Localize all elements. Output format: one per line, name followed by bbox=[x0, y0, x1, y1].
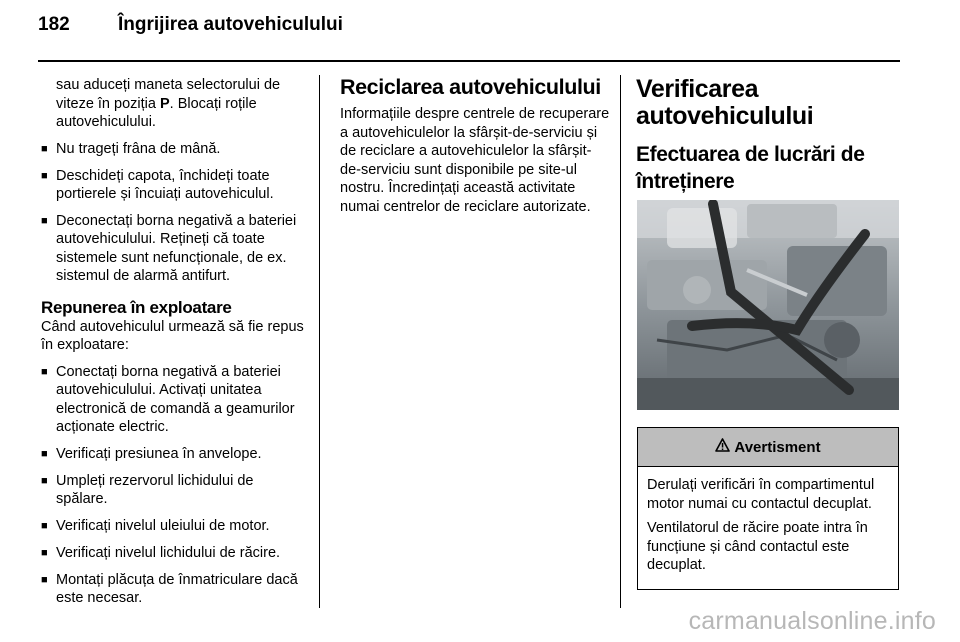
column-divider bbox=[319, 75, 320, 608]
list-item-text: Deconectați borna negativă a bateriei autovehiculului. Rețineți că toate sistemele sunt nefuncționale, de ex. sistemul de alarmă antifurt. bbox=[56, 212, 297, 284]
list-item bbox=[41, 517, 309, 536]
bullet-square-icon: ■ bbox=[41, 474, 48, 487]
page-number: 182 bbox=[38, 14, 70, 35]
warning-paragraph: Ventilatorul de răcire poate intra în funcțiune și când contactul este decuplat. bbox=[647, 520, 868, 573]
list-item bbox=[41, 544, 309, 563]
continued-text-part2: . Blocați roțile autovehiculului. bbox=[56, 95, 257, 130]
section-heading-recycling: Reciclarea autovehiculului bbox=[340, 75, 601, 99]
list-item-text: Deschideți capota, închideți toate portierele și încuiați autovehiculul. bbox=[56, 167, 274, 202]
gear-position-p: P bbox=[159, 95, 170, 112]
bullet-square-icon: ■ bbox=[41, 142, 48, 155]
list-item-text: Verificați nivelul lichidului de răcire. bbox=[56, 544, 281, 561]
bullet-square-icon: ■ bbox=[41, 214, 48, 227]
list-item bbox=[41, 571, 309, 608]
warning-triangle-icon bbox=[715, 438, 730, 456]
list-item bbox=[41, 472, 309, 509]
column-left bbox=[41, 76, 309, 616]
bullet-square-icon: ■ bbox=[41, 573, 48, 586]
continued-paragraph bbox=[41, 76, 309, 132]
continued-text-part1: sau aduceți maneta selectorului de viteze în poziția bbox=[56, 77, 281, 112]
bullet-square-icon: ■ bbox=[41, 447, 48, 460]
warning-box bbox=[637, 427, 899, 590]
section-heading-vehicle-check: Verificarea autovehiculului bbox=[636, 75, 814, 130]
warning-paragraph: Derulați verificări în compartimentul motor numai cu contactul decuplat. bbox=[647, 477, 875, 512]
bullet-square-icon: ■ bbox=[41, 169, 48, 182]
column-divider bbox=[620, 75, 621, 608]
warning-body bbox=[638, 467, 898, 575]
list-item bbox=[41, 363, 309, 437]
page-title: Îngrijirea autovehiculului bbox=[118, 14, 343, 35]
subheading-recommissioning: Repunerea în exploatare bbox=[41, 297, 232, 317]
intro-text: Când autovehiculul urmează să fie repus în exploatare: bbox=[41, 318, 304, 353]
engine-compartment-photo bbox=[637, 200, 899, 410]
list-item bbox=[41, 445, 309, 464]
list-item bbox=[41, 212, 309, 286]
column-right bbox=[636, 76, 902, 195]
bullet-square-icon: ■ bbox=[41, 519, 48, 532]
list-item-text: Montați plăcuța de înmatriculare dacă este necesar. bbox=[56, 571, 298, 606]
list-item bbox=[41, 140, 309, 159]
recycling-text: Informațiile despre centrele de recuperare a autovehiculelor la sfârșit-de-serviciu și de reciclare a autovehiculelor la sfârșit-de-serviciu sunt disponibile pe site-ul nostru. Încredințați această activitate numai centrelor de reciclare autorizate. bbox=[340, 106, 610, 215]
list-item bbox=[41, 167, 309, 204]
warning-header bbox=[638, 428, 898, 467]
bullet-square-icon: ■ bbox=[41, 365, 48, 378]
bullet-square-icon: ■ bbox=[41, 546, 48, 559]
list-item-text: Conectați borna negativă a bateriei autovehiculului. Activați unitatea electronică de comandă a geamurilor acționate electric. bbox=[56, 363, 295, 435]
list-item-text: Nu trageți frâna de mână. bbox=[56, 140, 221, 157]
watermark: carmanualsonline.info bbox=[688, 607, 936, 635]
column-middle bbox=[340, 76, 610, 216]
list-item-text: Umpleți rezervorul lichidului de spălare. bbox=[56, 472, 254, 507]
header-rule bbox=[38, 60, 900, 62]
list-item-text: Verificați presiunea în anvelope. bbox=[56, 445, 262, 462]
warning-title: Avertisment bbox=[734, 438, 821, 456]
list-item-text: Verificați nivelul uleiului de motor. bbox=[56, 517, 270, 534]
subheading-maintenance: Efectuarea de lucrări de întreținere bbox=[636, 143, 865, 193]
